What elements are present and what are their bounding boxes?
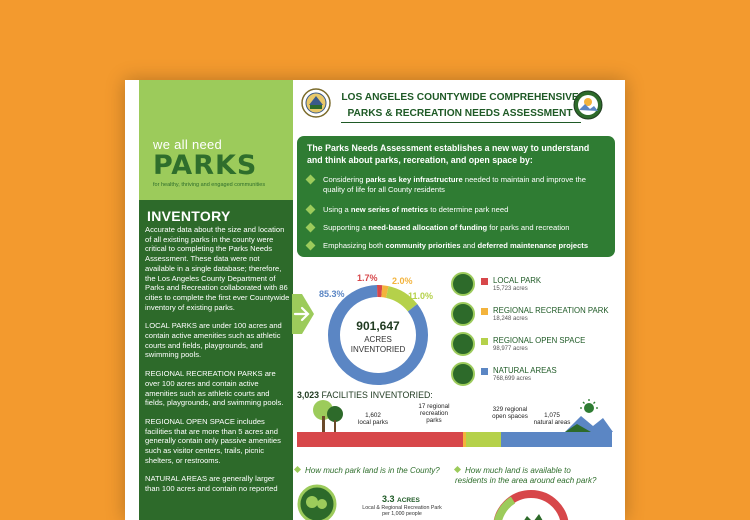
intro-bullet: Supporting a need-based allocation of funding for parks and recreation: [307, 223, 607, 233]
legend-name: REGIONAL RECREATION PARK: [493, 306, 609, 315]
diamond-bullet-icon: [294, 466, 301, 473]
legend-swatch: [481, 338, 488, 345]
sun-icon: [451, 362, 475, 386]
intro-bullet: Considering parks as key infrastructure needed to maintain and improve the quality of life for all County residents: [307, 175, 607, 195]
donut-center-label-2: INVENTORIED: [350, 345, 406, 354]
intro-bullet: Emphasizing both community priorities and deferred maintenance projects: [307, 241, 607, 251]
facility-label: 1,075 natural areas: [533, 412, 571, 426]
park-badge-icon: [297, 484, 337, 520]
legend-name: LOCAL PARK: [493, 276, 542, 285]
facility-label: 17 regional recreation parks: [418, 403, 450, 424]
brand-parks-logo: PARKS: [153, 150, 258, 181]
pct-label-natural-areas: 85.3%: [319, 289, 345, 299]
brand-tagline: for healthy, thriving and engaged communities: [153, 182, 266, 188]
brand-we-all-need: we all need: [153, 137, 223, 152]
pct-label-regional-open-space: 11.0%: [408, 291, 434, 301]
question-land-available: How much land is available to residents in the area around each park?: [455, 466, 597, 485]
facilities-title: 3,023 FACILITIES INVENTORIED:: [297, 390, 433, 400]
assessment-flyer: [125, 80, 625, 520]
pct-label-regional-recreation: 2.0%: [392, 276, 413, 286]
legend-acres: 15,723 acres: [493, 286, 528, 292]
county-seal-icon: [301, 88, 331, 118]
facility-bar-segment-2: [466, 432, 500, 447]
legend-swatch: [481, 308, 488, 315]
hills-icon: [451, 332, 475, 356]
legend-name: NATURAL AREAS: [493, 366, 557, 375]
tree-icon: [451, 272, 475, 296]
legend-acres: 768,699 acres: [493, 376, 532, 382]
diamond-bullet-icon: [454, 466, 461, 473]
inventory-regional-recreation: REGIONAL RECREATION PARKS are over 100 acres and contain active amenities such as athletic courts and fields, playgrounds, and swimming pools.: [145, 369, 284, 408]
donut-center-value: 901,647: [356, 319, 400, 333]
inventory-text: [145, 225, 291, 503]
page-title-line1: LOS ANGELES COUNTYWIDE COMPREHENSIVE: [341, 92, 579, 103]
donut-slice-1: [382, 291, 387, 292]
facility-label: 1,602 local parks: [357, 412, 389, 426]
inventory-intro: Accurate data about the size and location of all existing parks in the county were critical to completing the Parks Needs Assessment. These data were not available in a single database; therefore, the Los Angeles County Department of Parks and Recreation collaborated with 86 cities to complete the first ever Countywide inventory of existing parks.: [145, 225, 290, 312]
inventory-regional-open-space: REGIONAL OPEN SPACE includes facilities that are more than 5 acres and generally contain only passive amenities such as visitor centers, trails, picnic shelters, or restrooms.: [145, 416, 281, 465]
arrow-right-icon: [292, 294, 314, 334]
trees-icon: [451, 302, 475, 326]
diamond-bullet-icon: [306, 205, 316, 215]
facility-label: 329 regional open spaces: [492, 406, 528, 420]
diamond-bullet-icon: [306, 223, 316, 233]
facility-bar-segment-0: [297, 432, 463, 447]
legend-swatch: [481, 368, 488, 375]
intro-heading: The Parks Needs Assessment establishes a new way to understand and think about parks, recreation, and open space by:: [307, 143, 590, 165]
legend-acres: 18,248 acres: [493, 316, 528, 322]
question-park-land: How much park land is in the County?: [295, 466, 440, 476]
stat-value: 3.3 ACRES: [382, 494, 420, 504]
donut-center-label-1: ACRES: [364, 335, 392, 344]
pct-label-local-park: 1.7%: [357, 273, 378, 283]
legend-swatch: [481, 278, 488, 285]
title-underline: [341, 122, 581, 123]
half-donut-gauge: [491, 488, 571, 520]
page-title-line2: PARKS & RECREATION NEEDS ASSESSMENT: [347, 108, 573, 119]
brand-block: [139, 80, 293, 200]
tree-illustration-icon: [311, 398, 345, 432]
inventory-title: INVENTORY: [147, 208, 231, 224]
stat-caption: Local & Regional Recreation Park per 1,000 people: [362, 505, 442, 517]
inventory-local-parks: LOCAL PARKS are under 100 acres and contain active amenities such as athletic courts and fields, playgrounds, and swimming pools.: [145, 321, 282, 360]
legend-acres: 98,977 acres: [493, 346, 528, 352]
inventory-natural-areas: NATURAL AREAS are generally larger than 100 acres and contain no reported: [145, 474, 278, 494]
diamond-bullet-icon: [306, 175, 316, 185]
intro-bullet: Using a new series of metrics to determine park need: [307, 205, 607, 215]
facility-bar-segment-3: [501, 432, 613, 447]
diamond-bullet-icon: [306, 241, 316, 251]
legend-name: REGIONAL OPEN SPACE: [493, 336, 586, 345]
